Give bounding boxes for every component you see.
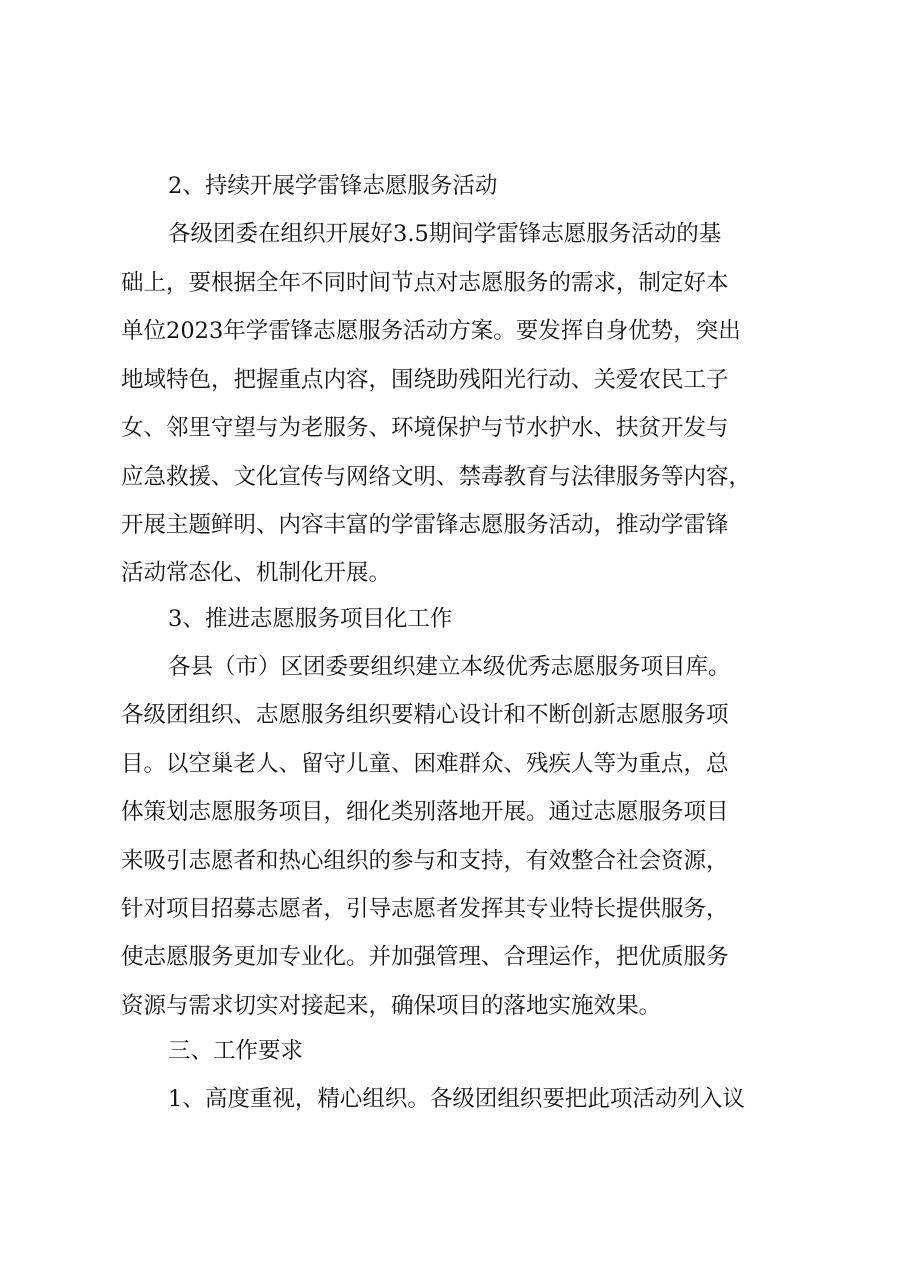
paragraph-line: 女、邻里守望与为老服务、环境保护与节水护水、扶贫开发与 (121, 415, 729, 441)
paragraph-line: 单位2023年学雷锋志愿服务活动方案。要发挥自身优势，突出 (121, 318, 741, 344)
section-heading-volunteer-activities: 2、持续开展学雷锋志愿服务活动 (168, 173, 498, 199)
paragraph-line: 开展主题鲜明、内容丰富的学雷锋志愿服务活动，推动学雷锋 (121, 512, 729, 538)
paragraph-line: 活动常态化、机制化开展。 (121, 560, 392, 586)
paragraph-line: 来吸引志愿者和热心组织的参与和支持，有效整合社会资源， (121, 848, 729, 874)
section-heading-work-requirements: 三、工作要求 (168, 1038, 304, 1064)
paragraph-line: 使志愿服务更加专业化。并加强管理、合理运作，把优质服务 (121, 944, 729, 970)
paragraph-line: 目。以空巢老人、留守儿童、困难群众、残疾人等为重点，总 (121, 751, 729, 777)
paragraph-line: 体策划志愿服务项目，细化类别落地开展。通过志愿服务项目 (121, 799, 729, 825)
paragraph-line: 资源与需求切实对接起来，确保项目的落地实施效果。 (121, 993, 662, 1019)
paragraph-line: 础上，要根据全年不同时间节点对志愿服务的需求，制定好本 (121, 270, 729, 296)
paragraph-line: 针对项目招募志愿者，引导志愿者发挥其专业特长提供服务， (121, 896, 729, 922)
paragraph-line: 各级团委在组织开展好3.5期间学雷锋志愿服务活动的基 (168, 221, 722, 247)
paragraph-line: 地域特色，把握重点内容，围绕助残阳光行动、关爱农民工子 (121, 367, 729, 393)
paragraph-line: 各级团组织、志愿服务组织要精心设计和不断创新志愿服务项 (121, 702, 729, 728)
section-heading-project-work: 3、推进志愿服务项目化工作 (168, 606, 453, 632)
paragraph-line: 各县（市）区团委要组织建立本级优秀志愿服务项目库。 (168, 654, 731, 680)
paragraph-line: 1、高度重视，精心组织。各级团组织要把此项活动列入议 (168, 1086, 745, 1112)
paragraph-line: 应急救援、文化宣传与网络文明、禁毒教育与法律服务等内容， (121, 464, 752, 490)
